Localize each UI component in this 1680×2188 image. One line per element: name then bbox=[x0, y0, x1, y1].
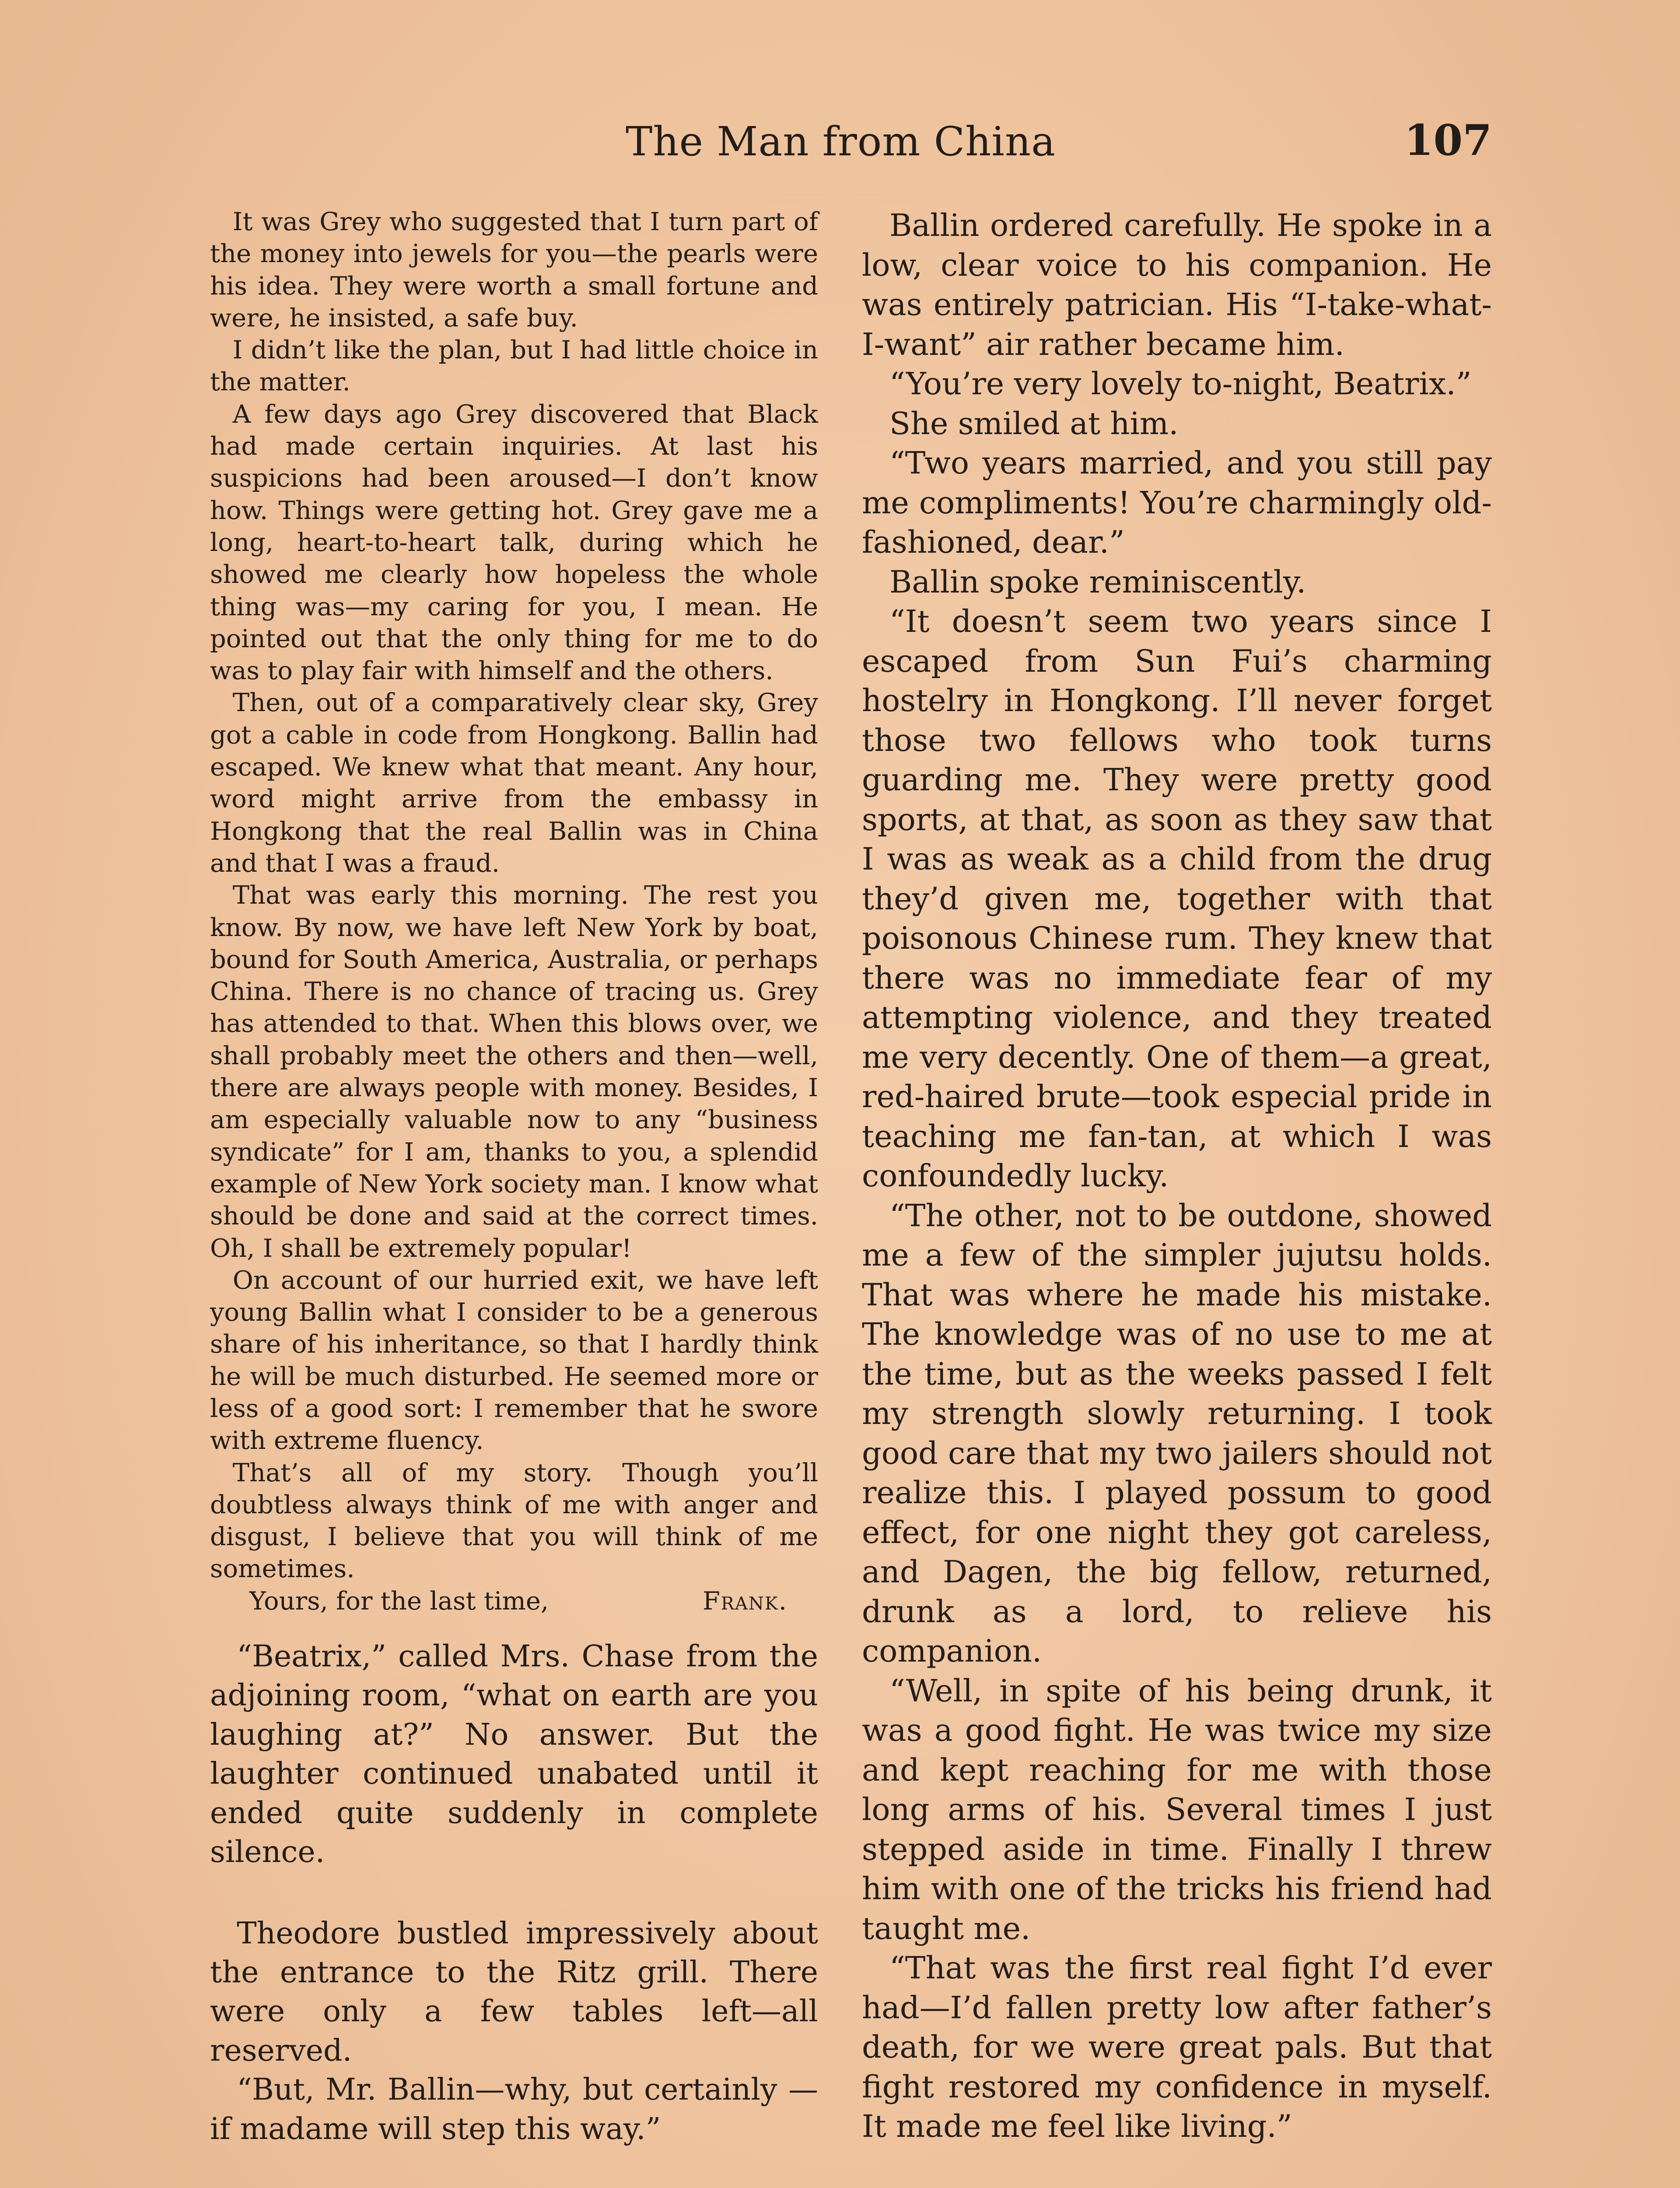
letter-signature bbox=[210, 1585, 818, 1617]
running-title: The Man from China bbox=[626, 118, 1056, 165]
story-paragraph: She smiled at him. bbox=[889, 405, 1179, 442]
left-column bbox=[210, 206, 818, 2149]
story-paragraph: “Two years married, and you still pay me compliments! You’re charmingly old-fashioned, dear.” bbox=[862, 445, 1492, 560]
letter-paragraph: It was Grey who suggested that I turn part of the money into jewels for you—the pearls were his idea. They were worth a small fortune and were, he insisted, a safe buy. bbox=[210, 207, 818, 333]
letter-paragraph: That was early this morning. The rest you know. By now, we have left New York by boat, bound for South America, Australia, or perhaps China. There is no chance of tracing us. Grey has attended to that. When this blows over, we shall probably meet the others and then—well, there are always people with money. Besides, I am especially valuable now to any “business syndicate” for I am, thanks to you, a splendid example of New York society man. I know what should be done and said at the correct times. Oh, I shall be extremely popular! bbox=[210, 880, 818, 1263]
narrative-paragraph: Theodore bustled impressively about the entrance to the Ritz grill. There were only a few tables left—all reserved. bbox=[210, 1916, 818, 2068]
letter-text bbox=[210, 206, 818, 1617]
section-break bbox=[210, 1872, 818, 1914]
letter-paragraph: That’s all of my story. Though you’ll doubtless always think of me with anger and disgust, I believe that you will think of me sometimes. bbox=[210, 1458, 818, 1584]
story-paragraph: “It doesn’t seem two years since I escaped from Sun Fui’s charming hostelry in Hongkong. I’ll never forget those two fellows who took turns guarding me. They were pretty good sports, at that, as soon as they saw that I was as weak as a child from the drug they’d given me, together with that poisonous Chinese rum. They knew that there was no immediate fear of my attempting violence, and they treated me very decently. One of them—a great, red-haired brute—took especial pride in teaching me fan-tan, at which I was confoundedly lucky. bbox=[862, 603, 1492, 1194]
letter-paragraph: Then, out of a comparatively clear sky, Grey got a cable in code from Hongkong. Ballin had escaped. We knew what that meant. Any hour, word might arrive from the embassy in Hongkong that the real Ballin was in China and that I was a fraud. bbox=[210, 688, 818, 878]
narrative-text bbox=[210, 1637, 818, 2149]
story-paragraph: “That was the first real fight I’d ever had—I’d fallen pretty low after father’s death, for we were great pals. But that fight restored my confidence in myself. It made me feel like living.” bbox=[862, 1950, 1492, 2144]
letter-paragraph: I didn’t like the plan, but I had little choice in the matter. bbox=[210, 335, 818, 397]
signature-name: Frank. bbox=[702, 1586, 788, 1616]
story-paragraph: “You’re very lovely to-night, Beatrix.” bbox=[889, 366, 1472, 402]
story-paragraph: Ballin ordered carefully. He spoke in a low, clear voice to his companion. He was entirely patrician. His “I-take-what-I-want” air rather became him. bbox=[862, 207, 1492, 362]
right-column bbox=[862, 206, 1492, 2146]
page-header bbox=[210, 118, 1492, 179]
letter-closing: Yours, for the last time, bbox=[249, 1586, 549, 1616]
story-paragraph: “Well, in spite of his being drunk, it was a good fight. He was twice my size and kept reaching for me with those long arms of his. Several times I just stepped aside in time. Finally I threw him with one of the tricks his friend had taught me. bbox=[862, 1673, 1492, 1946]
narrative-paragraph: “Beatrix,” called Mrs. Chase from the adjoining room, “what on earth are you laughing at?” No answer. But the laughter continued unabated until it ended quite suddenly in complete silence. bbox=[210, 1639, 818, 1870]
page-number: 107 bbox=[1404, 116, 1492, 165]
story-paragraph: “The other, not to be outdone, showed me a few of the simpler jujutsu holds. That was where he made his mistake. The knowledge was of no use to me at the time, but as the weeks passed I felt my strength slowly returning. I took good care that my two jailers should not realize this. I played possum to good effect, for one night they got careless, and Dagen, the big fellow, returned, drunk as a lord, to relieve his companion. bbox=[862, 1197, 1492, 1669]
letter-paragraph: On account of our hurried exit, we have left young Ballin what I consider to be a generous share of his inheritance, so that I hardly think he will be much disturbed. He seemed more or less of a good sort: I remember that he swore with extreme fluency. bbox=[210, 1265, 818, 1455]
narrative-paragraph: “But, Mr. Ballin—why, but certainly —if madame will step this way.” bbox=[210, 2072, 818, 2146]
story-paragraph: Ballin spoke reminiscently. bbox=[889, 564, 1306, 600]
letter-paragraph: A few days ago Grey discovered that Black had made certain inquiries. At last his suspicions had been aroused—I don’t know how. Things were getting hot. Grey gave me a long, heart-to-heart talk, during which he showed me clearly how hopeless the whole thing was—my caring for you, I mean. He pointed out that the only thing for me to do was to play fair with himself and the others. bbox=[210, 399, 818, 686]
